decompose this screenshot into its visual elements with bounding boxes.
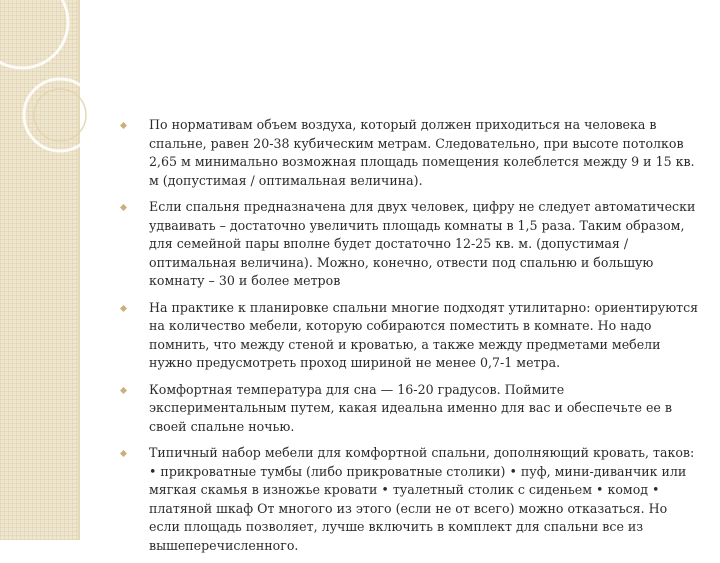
list-item: [120, 444, 700, 555]
diamond-bullet-icon: [120, 450, 127, 457]
diamond-bullet-icon: [120, 122, 127, 129]
slide-content: [120, 116, 700, 563]
bullet-text: По нормативам объем воздуха, который должен приходиться на человека в спальне, равен 20-38 кубическим метрам. Следовательно, при высоте потолков 2,65 м минимально возможная площадь помещения колеблется между 9 и 15 кв. м (допустимая / оптимальная величина).: [149, 117, 695, 188]
diamond-bullet-icon: [120, 387, 127, 394]
list-item: [120, 198, 700, 291]
diamond-bullet-icon: [120, 204, 127, 211]
bullet-text: Комфортная температура для сна — 16-20 градусов. Поймите экспериментальным путем, какая идеальна именно для вас и обеспечьте ее в своей спальне ночью.: [149, 381, 672, 434]
decorative-circles: [0, 0, 130, 200]
bullet-text: На практике к планировке спальни многие подходят утилитарно: ориентируются на количество мебели, которую собираются поместить в комнате. Но надо помнить, что между стеной и кроватью, а также между предметами мебели нужно предусмотреть проход шириной не менее 0,7-1 метра.: [149, 299, 699, 370]
list-item: [120, 116, 700, 190]
bullet-text: Если спальня предназначена для двух человек, цифру не следует автоматически удваивать – достаточно увеличить площадь комнаты в 1,5 раза. Таким образом, для семейной пары вполне будет достаточно 12-25 кв. м. (допустимая / оптимальная величина). Можно, конечно, отвести под спальню и большую комнату – 30 и более метров: [149, 199, 696, 288]
list-item: [120, 299, 700, 373]
list-item: [120, 381, 700, 437]
bullet-text: Типичный набор мебели для комфортной спальни, дополняющий кровать, таков: • прикроватные тумбы (либо прикроватные столики) • пуф, мини-диванчик или мягкая скамья в изножье кровати • туалетный столик с сиденьем • комод • платяной шкаф От многого из этого (если не от всего) можно отказаться. Но если площадь позволяет, лучше включить в комплект для спальни все из вышеперечисленного.: [149, 445, 695, 553]
bullet-list: [120, 116, 700, 555]
diamond-bullet-icon: [120, 305, 127, 312]
